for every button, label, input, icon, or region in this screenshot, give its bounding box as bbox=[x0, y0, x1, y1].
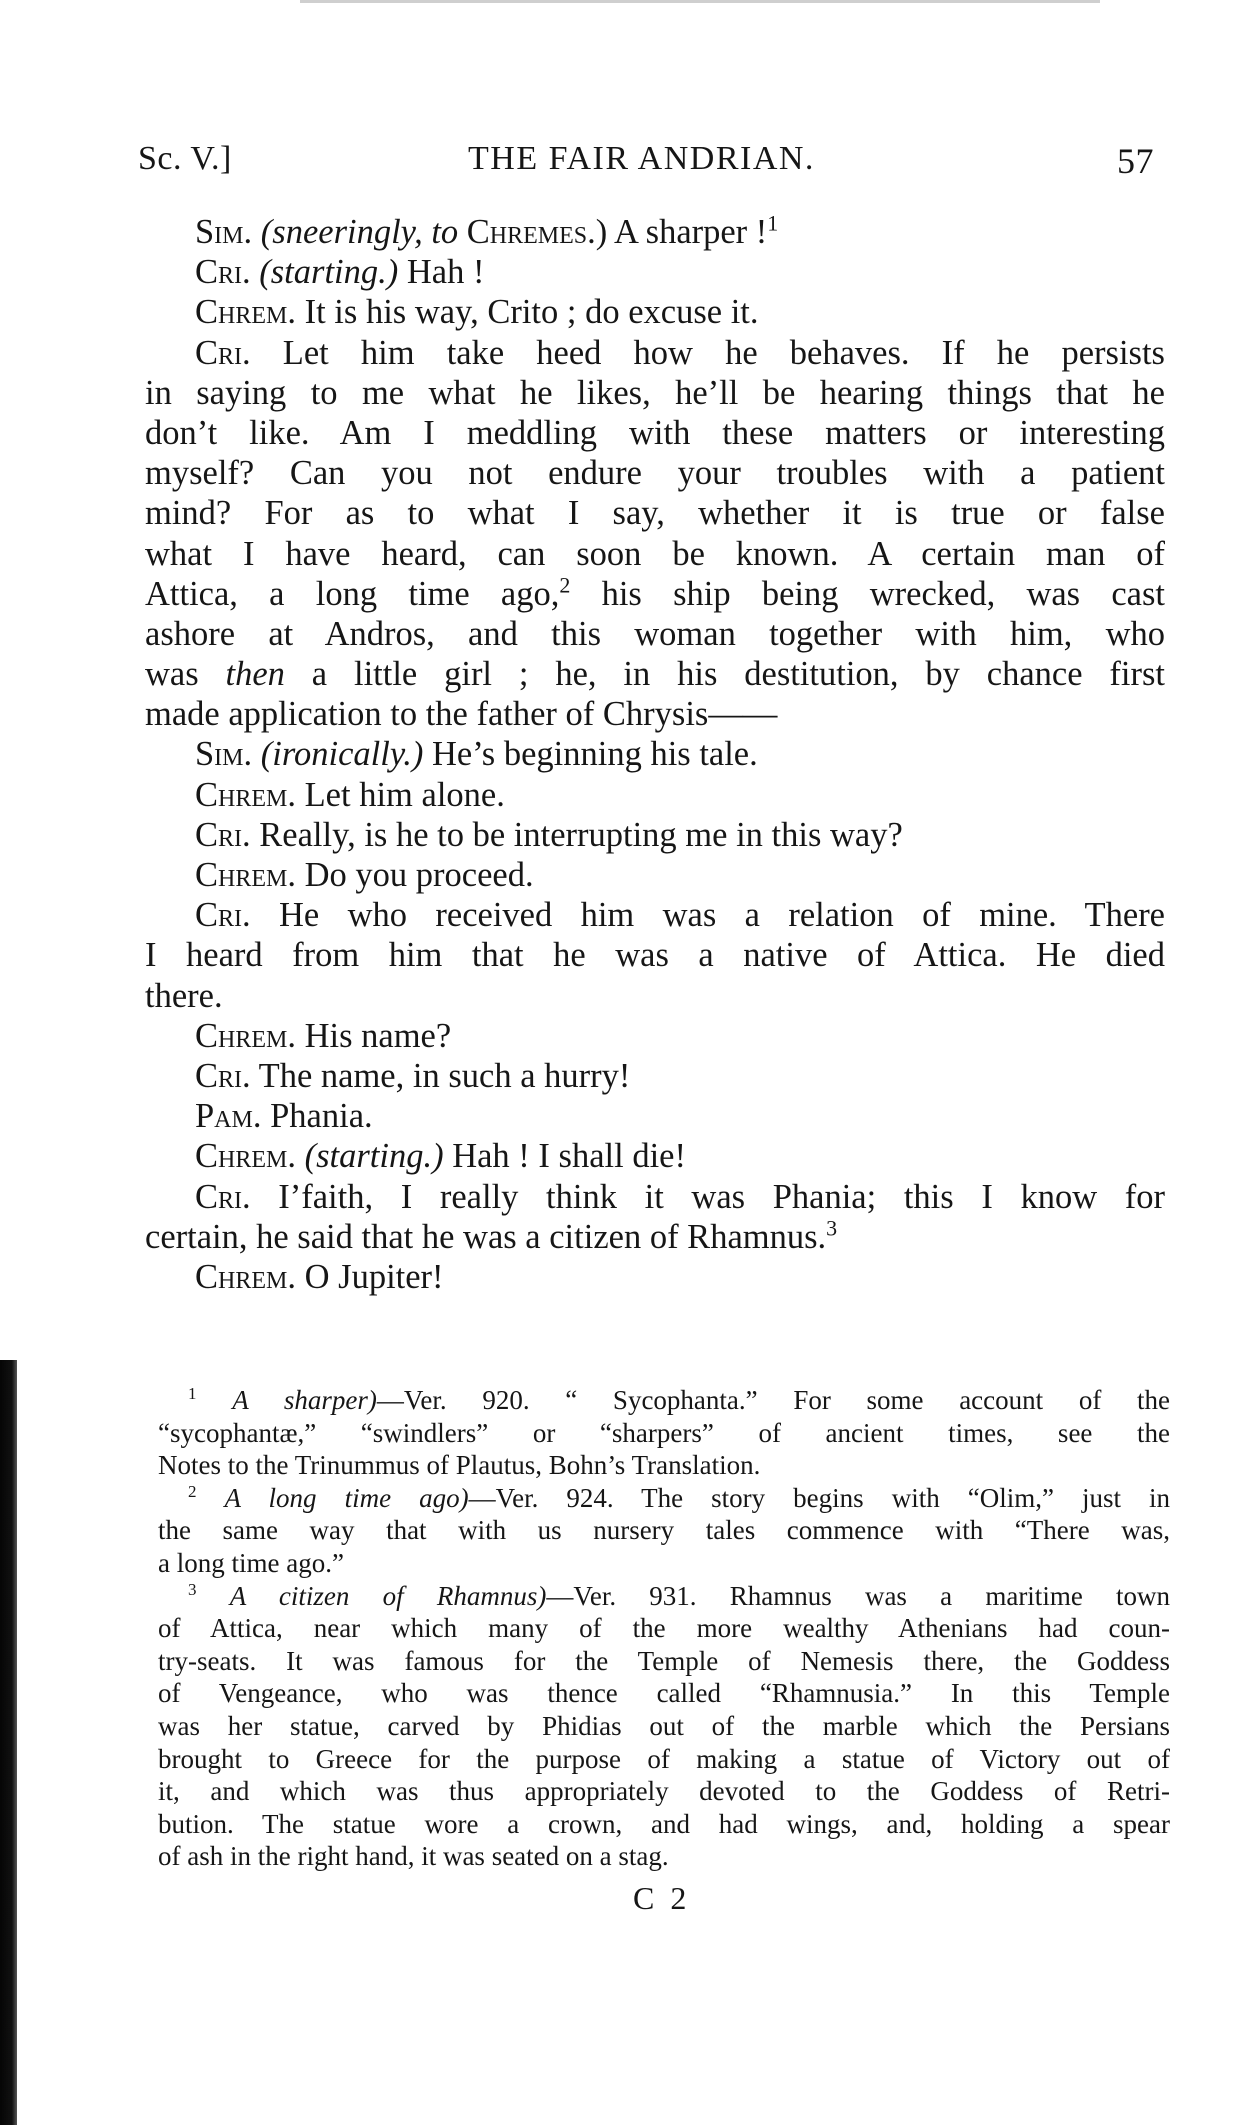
footnote-ref: 2 bbox=[559, 572, 571, 598]
footnote-text: —Ver. 920. “ Sycophanta.” For some account of the bbox=[376, 1385, 1170, 1415]
speech-segment: his ship being wrecked, was cast bbox=[570, 574, 1165, 613]
footnote-line: a long time ago.” bbox=[158, 1547, 344, 1578]
running-header bbox=[138, 140, 1154, 180]
speaker: Chrem. bbox=[195, 1016, 296, 1055]
dialogue-line bbox=[145, 252, 1165, 292]
stage-direction: (starting.) bbox=[259, 253, 399, 292]
footnote-mark: 1 bbox=[188, 1384, 197, 1403]
speaker: Cri. bbox=[195, 333, 251, 372]
speech: Phania. bbox=[261, 1097, 373, 1136]
footnote-3 bbox=[158, 1580, 1170, 1613]
speech-line: mind? For as to what I say, whether it is true or false bbox=[145, 494, 1165, 533]
speech: He’s beginning his tale. bbox=[423, 735, 758, 774]
footnote-ref: 1 bbox=[767, 210, 779, 236]
dialogue-line bbox=[145, 1136, 1165, 1176]
speaker: Chrem. bbox=[195, 856, 296, 894]
speaker: Chrem. bbox=[195, 775, 296, 814]
speaker: Chrem. bbox=[195, 293, 296, 332]
speech-line: myself? Can you not endure your troubles with a patient bbox=[145, 454, 1165, 493]
speech-line: in saying to me what he likes, he’ll be hearing things that he bbox=[145, 373, 1165, 412]
footnote-reference: A citizen of Rhamnus) bbox=[229, 1580, 547, 1611]
speech-line bbox=[145, 654, 1165, 694]
dialogue-line bbox=[145, 292, 1165, 332]
speech-segment: a little girl ; he, in his destitution, by chance first bbox=[284, 655, 1165, 694]
speech-line bbox=[145, 574, 1165, 614]
speech: Let him alone. bbox=[295, 775, 505, 814]
speaker: Sim. bbox=[195, 735, 253, 774]
footnote-line: it, and which was thus appropriately devoted to the Goddess of Retri- bbox=[158, 1776, 1170, 1807]
footnote-text: —Ver. 931. Rhamnus was a maritime town bbox=[546, 1580, 1171, 1611]
speaker: Cri. bbox=[195, 896, 251, 935]
speech-line: made application to the father of Chrysis—— bbox=[145, 695, 778, 734]
speech: I’faith, I really think it was Phania; this I know for bbox=[250, 1177, 1165, 1216]
footnote-mark: 3 bbox=[188, 1579, 197, 1599]
dialogue-line bbox=[145, 1177, 1165, 1217]
dialogue-line bbox=[145, 333, 1165, 373]
signature-mark: C 2 bbox=[633, 1880, 691, 1916]
footnote-reference: A long time ago) bbox=[224, 1482, 469, 1513]
speech-segment: Attica, a long time ago, bbox=[145, 574, 560, 613]
footnote-text: —Ver. 924. The story begins with “Olim,” just in bbox=[468, 1482, 1170, 1513]
speech-line: I heard from him that he was a native of Attica. He died bbox=[145, 936, 1165, 975]
speech: He who received him was a relation of mine. There bbox=[250, 896, 1165, 935]
speech-line bbox=[145, 1217, 1165, 1257]
dialogue-line bbox=[145, 895, 1165, 935]
speech-line: there. bbox=[145, 976, 223, 1015]
emphasis: then bbox=[225, 655, 285, 694]
footnote-line: “sycophantæ,” “swindlers” or “sharpers” of ancient times, see the bbox=[158, 1417, 1170, 1448]
character-name: Chremes.) bbox=[466, 213, 608, 251]
dialogue-line bbox=[145, 815, 1165, 855]
footnote-mark: 2 bbox=[188, 1481, 197, 1501]
speaker: Cri. bbox=[195, 1056, 251, 1095]
footnote-reference: A sharper) bbox=[232, 1385, 377, 1415]
speech: It is his way, Crito ; do excuse it. bbox=[295, 293, 759, 332]
footnote-line: try-seats. It was famous for the Temple of Nemesis there, the Goddess bbox=[158, 1645, 1170, 1676]
speech: O Jupiter! bbox=[295, 1257, 444, 1296]
speech-line: ashore at Andros, and this woman together with him, who bbox=[145, 614, 1165, 653]
footnote-2 bbox=[158, 1482, 1170, 1515]
top-edge-line bbox=[300, 0, 1100, 3]
footnote-line: Notes to the Trinummus of Plautus, Bohn’s Translation. bbox=[158, 1450, 761, 1481]
speaker: Chrem. bbox=[195, 1137, 296, 1176]
stage-direction: (starting.) bbox=[304, 1137, 444, 1176]
footnote-1 bbox=[158, 1384, 1170, 1417]
running-title: THE FAIR ANDRIAN. bbox=[468, 140, 815, 177]
stage-direction: (sneeringly, to bbox=[260, 213, 459, 251]
speech-segment: certain, he said that he was a citizen of Rhamnus. bbox=[145, 1217, 827, 1256]
speech: Do you proceed. bbox=[295, 856, 534, 894]
speech: Hah ! bbox=[398, 253, 485, 292]
speaker: Pam. bbox=[195, 1097, 262, 1136]
dialogue-line bbox=[145, 734, 1165, 774]
speaker: Sim. bbox=[195, 213, 253, 251]
dialogue-line bbox=[145, 212, 1165, 252]
footnote-line: of Attica, near which many of the more wealthy Athenians had coun- bbox=[158, 1613, 1170, 1644]
speech: Really, is he to be interrupting me in this way? bbox=[250, 815, 903, 854]
scene-marker: Sc. V.] bbox=[138, 140, 232, 177]
footnote-line: of Vengeance, who was thence called “Rhamnusia.” In this Temple bbox=[158, 1678, 1170, 1709]
footnotes bbox=[158, 1384, 1170, 1873]
dialogue-line bbox=[145, 1056, 1165, 1096]
page-number: 57 bbox=[1117, 141, 1154, 181]
speaker: Cri. bbox=[195, 1177, 251, 1216]
speech-line: don’t like. Am I meddling with these matters or interesting bbox=[145, 413, 1165, 452]
speech-segment: was bbox=[145, 655, 226, 694]
speech: His name? bbox=[295, 1016, 452, 1055]
dialogue-line bbox=[145, 1016, 1165, 1056]
stage-direction: (ironically.) bbox=[260, 735, 424, 774]
speaker: Chrem. bbox=[195, 1257, 296, 1296]
speaker: Cri. bbox=[195, 253, 251, 292]
dialogue-line bbox=[145, 855, 1165, 895]
footnote-line: brought to Greece for the purpose of making a statue of Victory out of bbox=[158, 1743, 1170, 1774]
dialogue-text bbox=[145, 212, 1165, 1297]
footnote-line: the same way that with us nursery tales commence with “There was, bbox=[158, 1515, 1170, 1546]
speech-line: what I have heard, can soon be known. A certain man of bbox=[145, 534, 1165, 573]
footnote-line: of ash in the right hand, it was seated on a stag. bbox=[158, 1841, 669, 1872]
dialogue-line bbox=[145, 775, 1165, 815]
speaker: Cri. bbox=[195, 815, 251, 854]
footnote-line: bution. The statue wore a crown, and had wings, and, holding a spear bbox=[158, 1808, 1170, 1839]
speech: Let him take heed how he behaves. If he persists bbox=[250, 333, 1165, 372]
dialogue-line bbox=[145, 1096, 1165, 1136]
book-spine-shadow bbox=[0, 1360, 17, 2125]
footnote-ref: 3 bbox=[826, 1215, 838, 1241]
speech: Hah ! I shall die! bbox=[443, 1137, 686, 1176]
footnote-line: was her statue, carved by Phidias out of the marble which the Persians bbox=[158, 1710, 1170, 1741]
speech: A sharper ! bbox=[607, 213, 768, 251]
dialogue-line bbox=[145, 1257, 1165, 1297]
speech: The name, in such a hurry! bbox=[250, 1056, 631, 1095]
